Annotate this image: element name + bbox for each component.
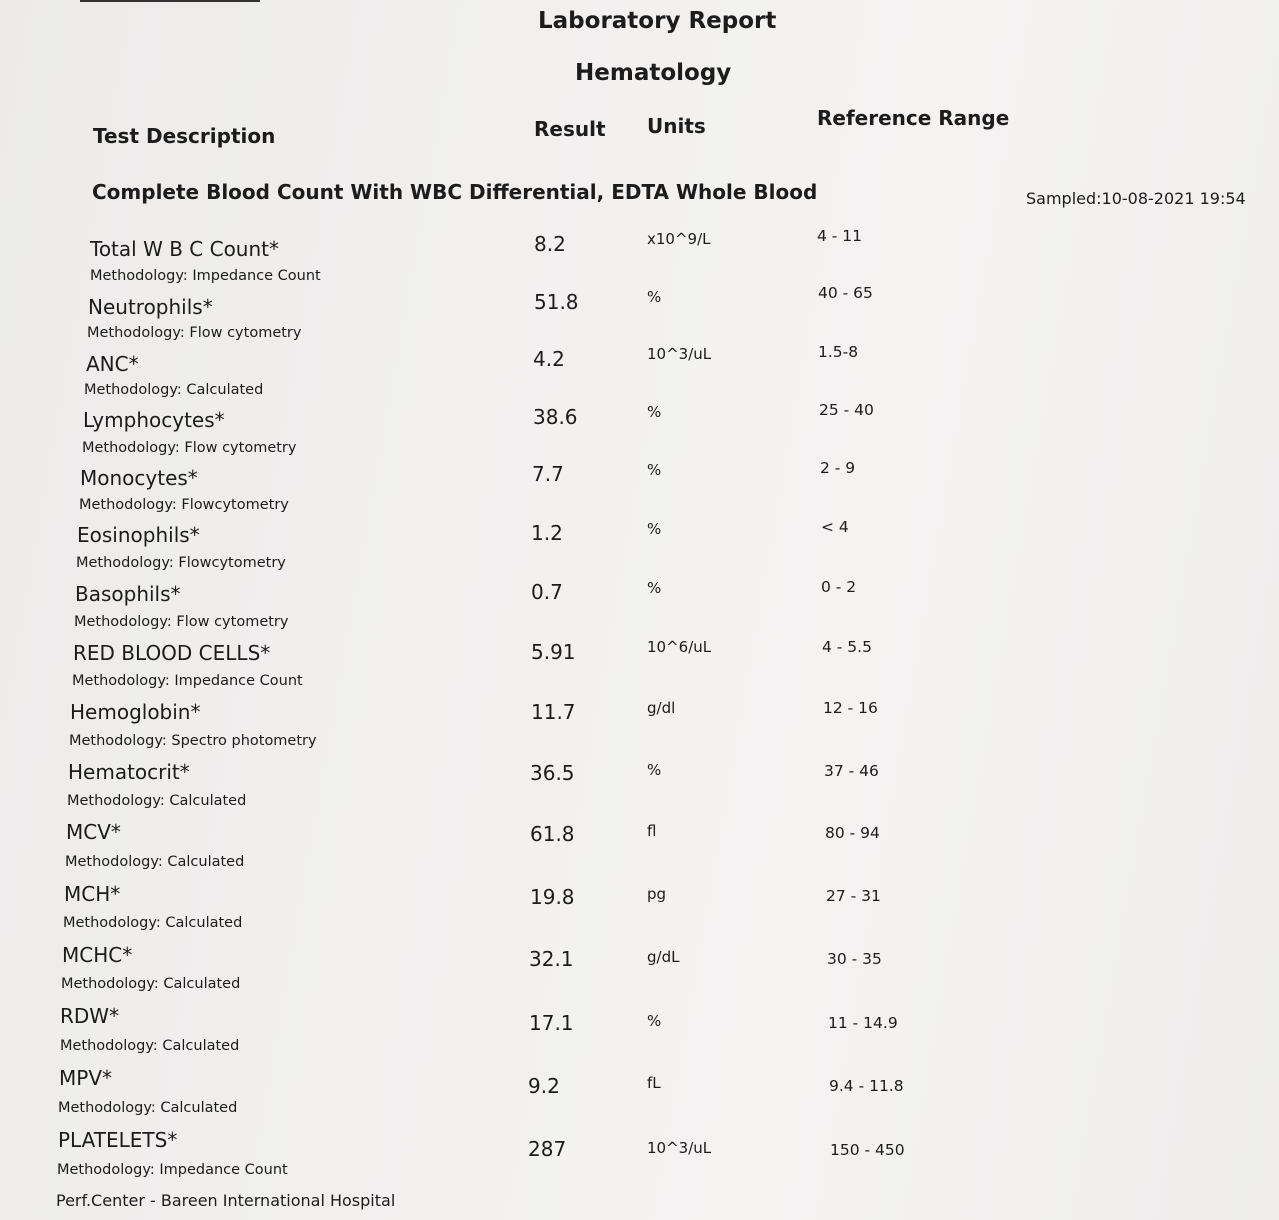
test-methodology: Methodology: Calculated <box>84 382 264 398</box>
test-unit: % <box>647 579 662 597</box>
test-unit: 10^6/uL <box>647 638 712 656</box>
performing-center: Perf.Center - Bareen International Hospital <box>56 1191 396 1210</box>
test-result: 5.91 <box>531 640 576 664</box>
test-reference-range: 80 - 94 <box>825 824 880 842</box>
test-result: 11.7 <box>531 700 576 724</box>
test-reference-range: 0 - 2 <box>821 578 857 596</box>
test-reference-range: 25 - 40 <box>819 401 874 419</box>
test-name: Eosinophils* <box>77 523 200 547</box>
test-result: 32.1 <box>529 947 574 971</box>
test-methodology: Methodology: Flowcytometry <box>79 497 289 513</box>
test-unit: fL <box>647 1074 661 1092</box>
test-result: 4.2 <box>533 347 565 371</box>
test-reference-range: 150 - 450 <box>830 1141 905 1159</box>
top-rule <box>80 0 260 2</box>
test-methodology: Methodology: Impedance Count <box>72 673 303 689</box>
test-reference-range: 30 - 35 <box>827 950 882 968</box>
test-methodology: Methodology: Calculated <box>61 976 241 992</box>
test-methodology: Methodology: Impedance Count <box>90 268 321 284</box>
test-result: 17.1 <box>529 1011 574 1035</box>
test-name: Total W B C Count* <box>90 237 279 261</box>
test-result: 19.8 <box>530 885 575 909</box>
test-name: MPV* <box>59 1066 112 1090</box>
test-name: Lymphocytes* <box>83 408 225 432</box>
test-reference-range: 37 - 46 <box>824 762 879 780</box>
header-reference-range: Reference Range <box>817 106 1010 130</box>
test-name: RDW* <box>60 1004 120 1028</box>
test-unit: g/dl <box>647 699 676 717</box>
test-unit: g/dL <box>647 948 680 966</box>
test-result: 9.2 <box>528 1074 560 1098</box>
test-name: MCHC* <box>62 943 133 967</box>
test-reference-range: 11 - 14.9 <box>828 1014 898 1032</box>
test-unit: % <box>647 288 662 306</box>
test-name: Monocytes* <box>80 466 198 490</box>
test-name: ANC* <box>86 352 139 376</box>
test-methodology: Methodology: Calculated <box>58 1100 238 1116</box>
test-name: Hematocrit* <box>68 760 190 784</box>
test-result: 7.7 <box>532 462 564 486</box>
test-reference-range: 9.4 - 11.8 <box>829 1077 904 1095</box>
test-unit: % <box>647 403 662 421</box>
test-methodology: Methodology: Flow cytometry <box>82 440 297 456</box>
test-methodology: Methodology: Impedance Count <box>57 1162 288 1178</box>
test-name: MCH* <box>64 882 121 906</box>
test-methodology: Methodology: Flow cytometry <box>87 325 302 341</box>
test-unit: % <box>647 461 662 479</box>
test-unit: % <box>647 761 662 779</box>
test-methodology: Methodology: Calculated <box>63 915 243 931</box>
test-unit: fl <box>647 822 657 840</box>
test-reference-range: 27 - 31 <box>826 887 881 905</box>
department-title: Hematology <box>575 60 732 86</box>
test-methodology: Methodology: Spectro photometry <box>69 733 317 749</box>
test-reference-range: 1.5-8 <box>818 343 859 361</box>
test-methodology: Methodology: Flow cytometry <box>74 614 289 630</box>
test-result: 36.5 <box>530 761 575 785</box>
test-methodology: Methodology: Calculated <box>65 854 245 870</box>
test-name: PLATELETS* <box>58 1128 178 1152</box>
test-reference-range: 12 - 16 <box>823 699 878 717</box>
test-unit: x10^9/L <box>647 230 711 248</box>
test-reference-range: < 4 <box>821 518 849 536</box>
test-result: 61.8 <box>530 822 575 846</box>
test-reference-range: 2 - 9 <box>820 459 856 477</box>
report-title: Laboratory Report <box>538 8 777 34</box>
test-methodology: Methodology: Flowcytometry <box>76 555 286 571</box>
test-name: Neutrophils* <box>88 295 213 319</box>
test-reference-range: 4 - 11 <box>817 227 863 245</box>
test-unit: 10^3/uL <box>647 1139 712 1157</box>
test-result: 1.2 <box>531 521 563 545</box>
test-methodology: Methodology: Calculated <box>67 793 247 809</box>
test-name: Basophils* <box>75 582 181 606</box>
test-result: 51.8 <box>534 290 579 314</box>
test-reference-range: 40 - 65 <box>818 284 873 302</box>
header-units: Units <box>647 114 706 138</box>
test-reference-range: 4 - 5.5 <box>822 638 872 656</box>
test-result: 287 <box>528 1137 567 1161</box>
panel-title: Complete Blood Count With WBC Differential, EDTA Whole Blood <box>92 180 818 204</box>
test-name: Hemoglobin* <box>70 700 201 724</box>
header-test-description: Test Description <box>93 124 276 148</box>
test-methodology: Methodology: Calculated <box>60 1038 240 1054</box>
test-unit: pg <box>647 885 667 903</box>
test-result: 8.2 <box>534 232 566 256</box>
test-unit: 10^3/uL <box>647 345 712 363</box>
test-result: 38.6 <box>533 405 578 429</box>
sampled-timestamp: Sampled:10-08-2021 19:54 <box>1026 189 1246 208</box>
test-name: RED BLOOD CELLS* <box>73 641 271 665</box>
test-name: MCV* <box>66 820 121 844</box>
test-unit: % <box>647 1012 662 1030</box>
test-unit: % <box>647 520 662 538</box>
test-result: 0.7 <box>531 580 563 604</box>
header-result: Result <box>534 117 606 141</box>
